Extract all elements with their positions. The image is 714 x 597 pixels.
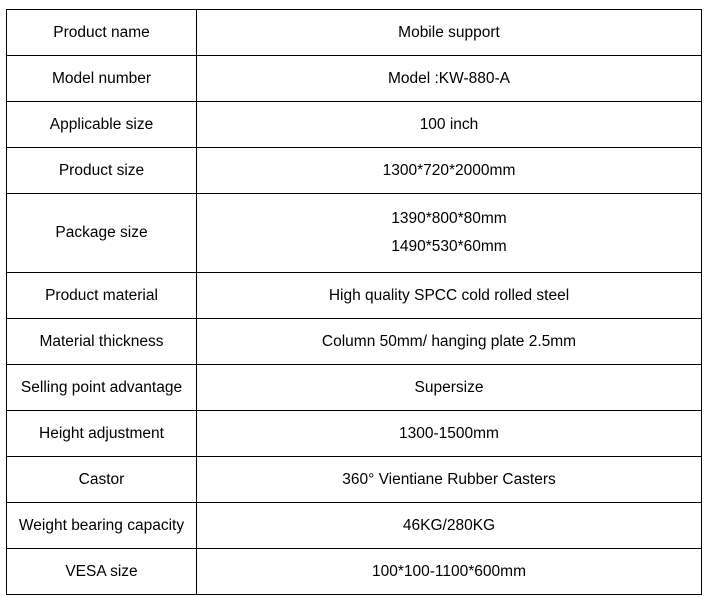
row-value-text: 1300*720*2000mm [382, 161, 516, 179]
row-value [197, 503, 702, 549]
table-row [7, 319, 702, 365]
row-label: Model number [7, 56, 197, 102]
row-value [197, 102, 702, 148]
row-value [197, 273, 702, 319]
table-row [7, 365, 702, 411]
row-value-text: 360° Vientiane Rubber Casters [342, 470, 556, 488]
table-row [7, 56, 702, 102]
row-value-text: 100 inch [419, 115, 479, 133]
table-row [7, 10, 702, 56]
row-value-text: Model :KW-880-A [387, 69, 511, 87]
row-label: Product size [7, 148, 197, 194]
row-value [197, 365, 702, 411]
row-value-text: Supersize [414, 378, 484, 396]
row-value-text: 100*100-1100*600mm [372, 562, 526, 580]
row-value [197, 56, 702, 102]
table-row [7, 102, 702, 148]
row-label: Package size [7, 194, 197, 273]
table-row [7, 503, 702, 549]
spec-table [6, 9, 702, 595]
row-value [197, 148, 702, 194]
table-row [7, 273, 702, 319]
row-value [197, 411, 702, 457]
spec-table-body [7, 10, 702, 595]
row-value-text: Mobile support [398, 23, 500, 41]
row-label: Weight bearing capacity [7, 503, 197, 549]
row-value-text: 1300-1500mm [399, 424, 499, 442]
row-label: Applicable size [7, 102, 197, 148]
table-row [7, 549, 702, 595]
row-value [197, 10, 702, 56]
row-value-text: 46KG/280KG [402, 516, 496, 534]
row-value [197, 549, 702, 595]
row-value-text: High quality SPCC cold rolled steel [328, 286, 570, 304]
row-label: Selling point advantage [7, 365, 197, 411]
row-label: Height adjustment [7, 411, 197, 457]
row-label: Castor [7, 457, 197, 503]
row-label: Material thickness [7, 319, 197, 365]
row-value [197, 194, 702, 273]
row-value [197, 319, 702, 365]
row-label: Product material [7, 273, 197, 319]
table-row [7, 194, 702, 273]
row-value-text: 1490*530*60mm [391, 238, 507, 255]
table-row [7, 457, 702, 503]
table-row [7, 411, 702, 457]
row-label: VESA size [7, 549, 197, 595]
row-value-text: Column 50mm/ hanging plate 2.5mm [321, 332, 577, 350]
row-value-text: 1390*800*80mm [391, 210, 507, 227]
row-label: Product name [7, 10, 197, 56]
table-row [7, 148, 702, 194]
row-value [197, 457, 702, 503]
